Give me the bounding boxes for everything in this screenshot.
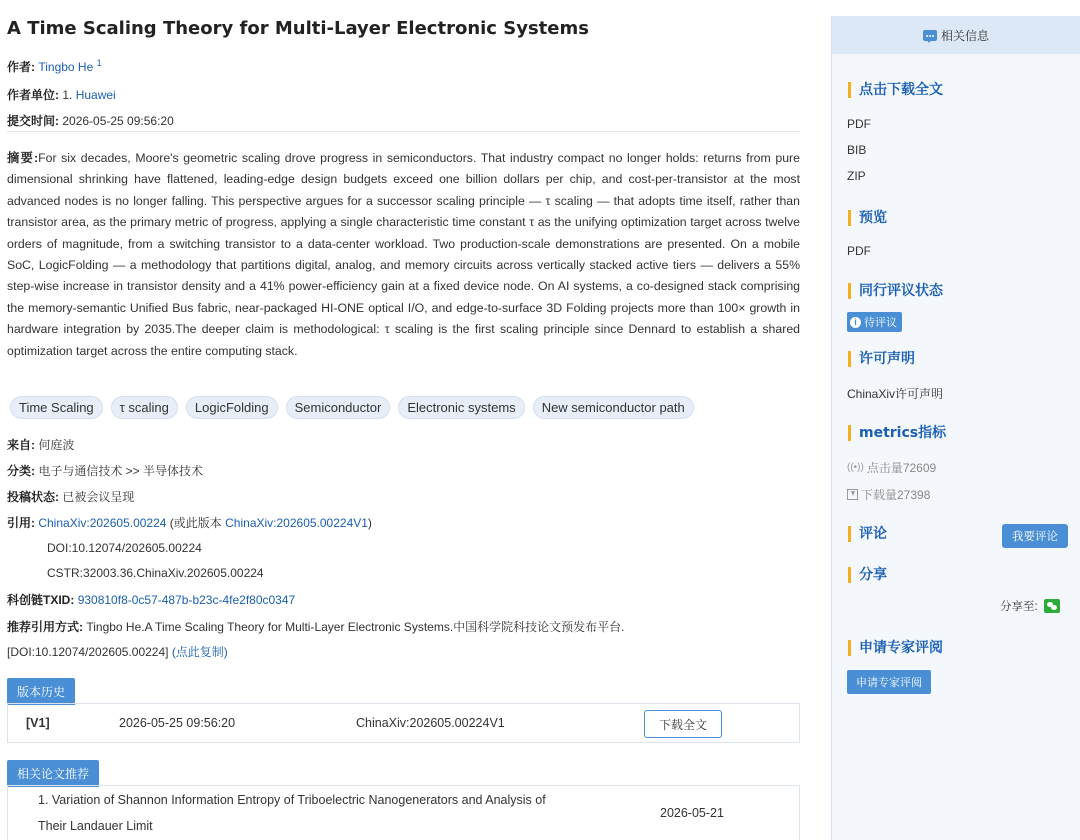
keyword-tag[interactable]: τ scaling	[111, 396, 178, 419]
cstr-link[interactable]: CSTR:32003.36.ChinaXiv.202605.00224	[47, 566, 264, 580]
keyword-tag[interactable]: Time Scaling	[10, 396, 103, 419]
chat-icon	[923, 30, 937, 41]
cite-row: 引用: ChinaXiv:202605.00224 (或此版本 ChinaXiv:202605.00224V1)	[7, 516, 372, 530]
version-date: 2026-05-25 09:56:20	[119, 716, 236, 730]
recommend-doi-row: [DOI:10.12074/202605.00224] (点此复制)	[7, 645, 228, 659]
info-icon: i	[850, 317, 861, 328]
download-icon	[847, 489, 858, 500]
cite-link[interactable]: ChinaXiv:202605.00224	[38, 516, 167, 530]
preview-pdf-link[interactable]: PDF	[847, 244, 871, 258]
keyword-tag[interactable]: Electronic systems	[398, 396, 524, 419]
related-list	[7, 785, 800, 840]
affiliation-link[interactable]: Huawei	[75, 88, 116, 102]
version-id: ChinaXiv:202605.00224V1	[356, 716, 505, 730]
copy-link[interactable]: (点此复制)	[171, 645, 228, 659]
related-item-title[interactable]: 1. Variation of Shannon Information Entropy of Triboelectric Nanogenerators and Analysis of	[38, 793, 546, 807]
share-section-title: 分享	[848, 567, 887, 583]
category-row: 分类: 电子与通信技术 >> 半导体技术	[7, 464, 204, 478]
request-expert-review-button[interactable]: 申请专家评阅	[847, 670, 931, 694]
expert-section-title: 申请专家评阅	[848, 640, 943, 656]
sidebar	[831, 16, 1080, 840]
cite-version-link[interactable]: ChinaXiv:202605.00224V1	[225, 516, 368, 530]
click-count: ((•)) 点击量72609	[847, 461, 937, 475]
comment-section-title: 评论	[848, 526, 887, 542]
review-section-title: 同行评议状态	[848, 283, 943, 299]
status-row: 投稿状态: 已被会议呈现	[7, 490, 135, 504]
keyword-tag[interactable]: New semiconductor path	[533, 396, 694, 419]
download-zip-link[interactable]: ZIP	[847, 169, 866, 183]
divider	[7, 131, 800, 132]
affiliation-row: 作者单位: 1. Huawei	[7, 88, 116, 102]
share-to: 分享至:	[1000, 598, 1060, 614]
download-bib-link[interactable]: BIB	[847, 143, 867, 157]
download-full-button[interactable]: 下载全文	[644, 710, 722, 738]
page-title: A Time Scaling Theory for Multi-Layer Electronic Systems	[7, 18, 589, 39]
recommend-row: 推荐引用方式: Tingbo He.A Time Scaling Theory for Multi-Layer Electronic Systems.中国科学院科技论文预发布平台.	[7, 620, 625, 634]
version-label: [V1]	[26, 716, 50, 730]
download-section-title: 点击下载全文	[848, 82, 943, 98]
wechat-icon[interactable]	[1044, 599, 1060, 613]
preview-section-title: 预览	[848, 210, 887, 226]
author-sup: 1	[96, 58, 102, 68]
review-status-badge: i 待评议	[847, 312, 902, 332]
submit-time-row: 提交时间: 2026-05-25 09:56:20	[7, 114, 174, 128]
write-comment-button[interactable]: 我要评论	[1002, 524, 1068, 548]
sidebar-header: 相关信息	[832, 16, 1080, 54]
download-pdf-link[interactable]: PDF	[847, 117, 871, 131]
signal-icon: ((•))	[847, 462, 864, 473]
version-row	[7, 703, 800, 743]
metrics-section-title: metrics指标	[848, 425, 946, 441]
download-count: 下载量27398	[847, 486, 930, 503]
tab-related-papers[interactable]: 相关论文推荐	[7, 760, 99, 787]
abstract: 摘要:For six decades, Moore's geometric scaling drove progress in semiconductors. That industry compact no longer holds: returns from pure dimensional shrinking have flattened, leading-edge design budgets exceed one billion dollars per chip, and cost-per-transistor at the most advanced nodes is no longer falling. This perspective argues for a successor scaling principle — τ scaling — that adopts time itself, rather than transistor area, as the primary metric of progress, applying a single characteristic time constant τ as the unifying optimization target across twelve orders of magnitude, from a switching transistor to a data-center workload. Two production-scale demonstrations are presented. On a mobile SoC, LogicFolding — a methodology that partitions digital, analog, and memory circuits across vertically stacked active tiers — delivers a 55% step-wise increase in transistor density and a 41% power-efficiency gain at a fixed device node. On AI systems, a co-designed stack comprising the memory-semantic Unified Bus fabric, near-packaged HI-ONE optical I/O, and edge-to-surface 3D Folding projects more than 100× growth in hardware integration by 2035.The deeper claim is methodological: τ scaling is the first scaling principle since Dennard to establish a shared optimization target across the entire computing stack.	[7, 151, 800, 358]
author-link[interactable]: Tingbo He	[38, 60, 94, 74]
author-row: 作者: Tingbo He $^1$	[7, 58, 102, 74]
from-row: 来自: 何庭波	[7, 438, 75, 452]
related-item-title-cont[interactable]: Their Landauer Limit	[38, 819, 153, 833]
doi-link[interactable]: DOI:10.12074/202605.00224	[47, 541, 202, 555]
abstract-text: For six decades, Moore's geometric scaling drove progress in semiconductors. That industry compact no longer holds: returns from pure dimensional shrinking have flattened, leading-edge design budgets exceed one billion dollars per chip, and cost-per-transistor at the most advanced nodes is no longer falling. This perspective argues for a successor scaling principle — τ scaling — that adopts time itself, rather than transistor area, as the primary metric of progress, applying a single characteristic time constant τ as the unifying optimization target across twelve orders of magnitude, from a switching transistor to a data-center workload. Two production-scale demonstrations are presented. On a mobile SoC, LogicFolding — a methodology that partitions digital, analog, and memory circuits across vertically stacked active tiers — delivers a 55% step-wise increase in transistor density and a 41% power-efficiency gain at a fixed device node. On AI systems, a co-designed stack comprising the memory-semantic Unified Bus fabric, near-packaged HI-ONE optical I/O, and edge-to-surface 3D Folding projects more than 100× growth in hardware integration by 2035.The deeper claim is methodological: τ scaling is the first scaling principle since Dennard to establish a shared optimization target across the entire computing stack.	[7, 151, 800, 358]
txid-row: 科创链TXID: 930810f8-0c57-487b-b23c-4fe2f80c0347	[7, 593, 296, 607]
txid-link[interactable]: 930810f8-0c57-487b-b23c-4fe2f80c0347	[77, 593, 296, 607]
license-section-title: 许可声明	[848, 351, 915, 367]
keyword-list	[10, 396, 694, 419]
license-link[interactable]: ChinaXiv许可声明	[847, 387, 944, 401]
related-item-date: 2026-05-21	[660, 806, 724, 820]
keyword-tag[interactable]: Semiconductor	[286, 396, 391, 419]
tab-version-history[interactable]: 版本历史	[7, 678, 75, 705]
keyword-tag[interactable]: LogicFolding	[186, 396, 278, 419]
